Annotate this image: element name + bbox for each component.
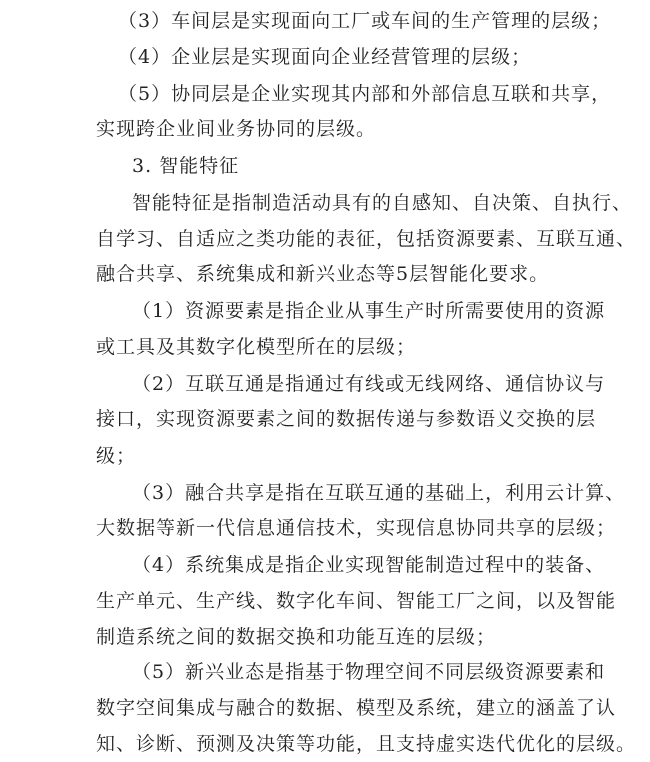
text-line: （5）新兴业态是指基于物理空间不同层级资源要素和 <box>132 661 606 683</box>
text-line: （3）车间层是实现面向工厂或车间的生产管理的层级； <box>118 10 612 32</box>
text-line: 知、诊断、预测及决策等功能，且支持虚实迭代优化的层级。 <box>96 733 637 755</box>
text-line: 生产单元、生产线、数字化车间、智能工厂之间，以及智能 <box>96 590 617 612</box>
text-line: 融合共享、系统集成和新兴业态等5层智能化要求。 <box>96 263 550 285</box>
text-line: （2）互联互通是指通过有线或无线网络、通信协议与 <box>132 373 606 395</box>
text-line: （3）融合共享是指在互联互通的基础上，利用云计算、 <box>132 482 626 504</box>
text-line: 智能特征是指制造活动具有的自感知、自决策、自执行、 <box>132 192 633 214</box>
text-line: （4）系统集成是指企业实现智能制造过程中的装备、 <box>132 554 606 576</box>
text-line: 制造系统之间的数据交换和功能互连的层级； <box>96 626 497 648</box>
text-line: （4）企业层是实现面向企业经营管理的层级； <box>118 46 532 68</box>
text-line: 或工具及其数字化模型所在的层级； <box>96 336 417 358</box>
section-title: 3. 智能特征 <box>132 155 240 177</box>
text-line: （5）协同层是企业实现其内部和外部信息互联和共享， <box>118 83 612 105</box>
text-line: 大数据等新一代信息通信技术，实现信息协同共享的层级； <box>96 517 617 539</box>
text-line: （1）资源要素是指企业从事生产时所需要使用的资源 <box>132 300 606 322</box>
text-line: 自学习、自适应之类功能的表征，包括资源要素、互联互通、 <box>96 228 637 250</box>
text-line: 数字空间集成与融合的数据、模型及系统，建立的涵盖了认 <box>96 697 617 719</box>
text-line: 实现跨企业间业务协同的层级。 <box>96 118 377 140</box>
text-line: 接口，实现资源要素之间的数据传递与参数语义交换的层 <box>96 408 597 430</box>
text-line: 级； <box>96 445 137 467</box>
